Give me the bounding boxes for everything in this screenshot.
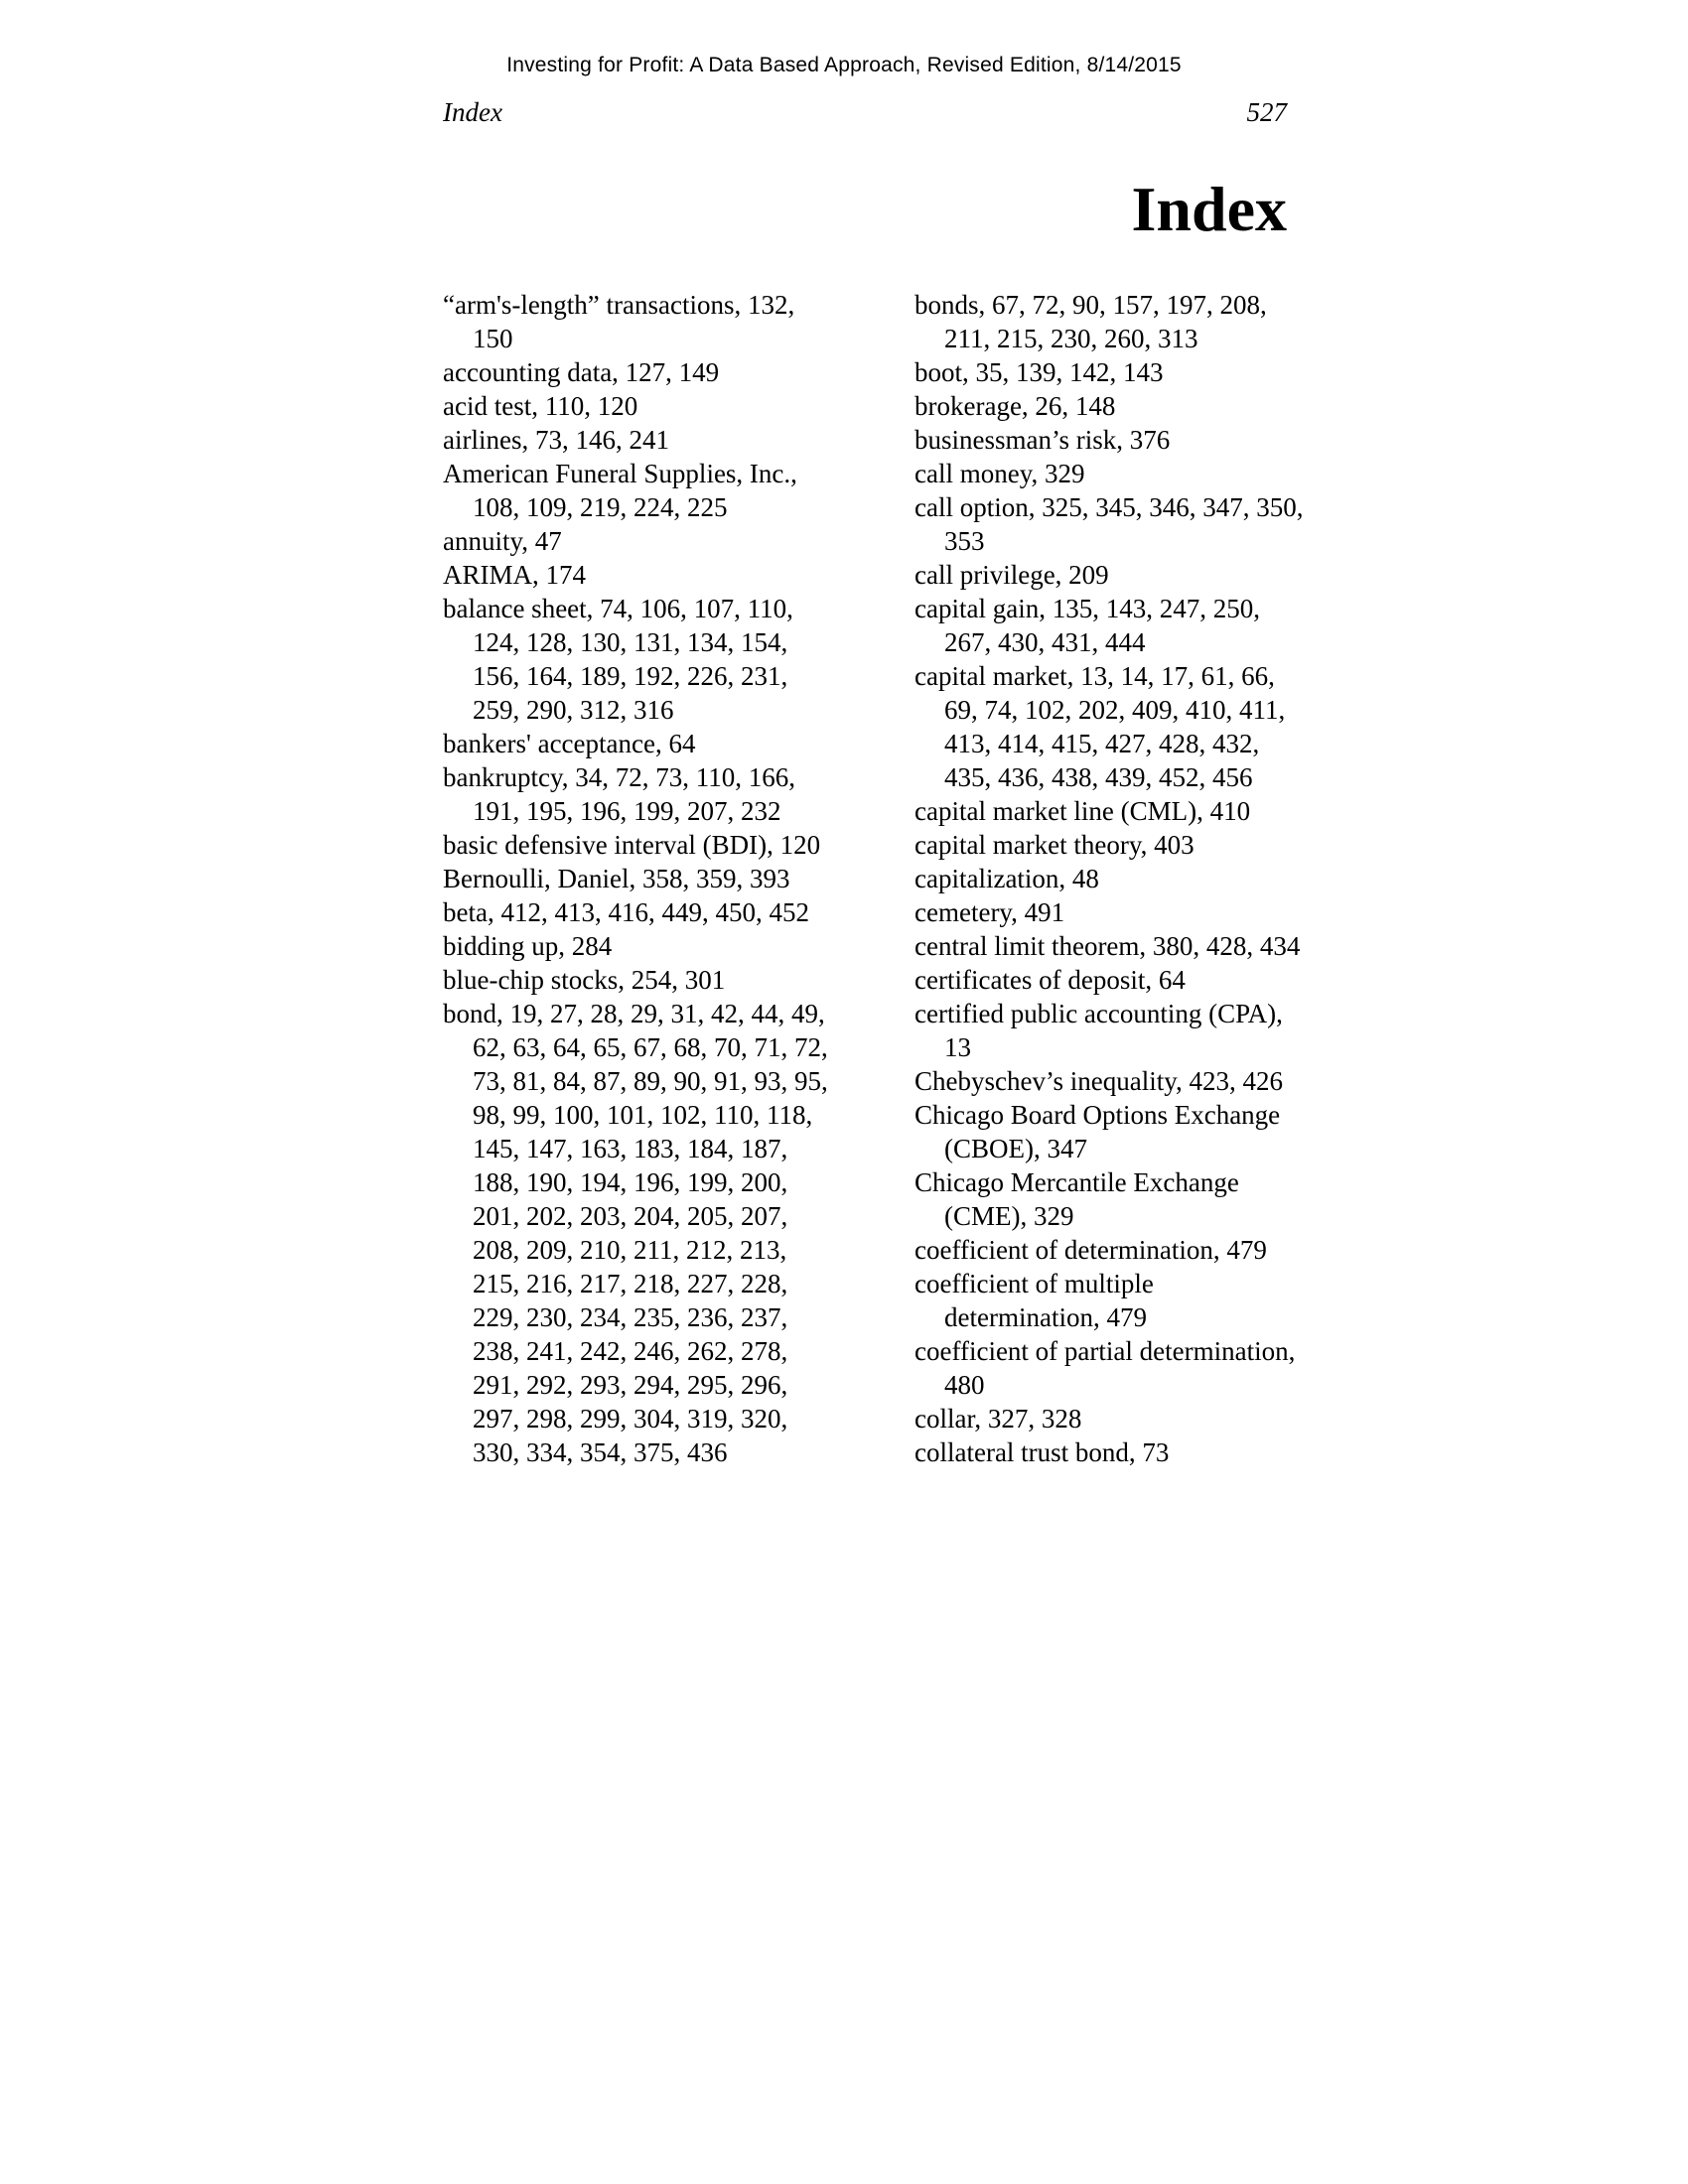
index-entry: beta, 412, 413, 416, 449, 450, 452: [443, 897, 809, 927]
page-title: Index: [1131, 174, 1287, 244]
index-entry: capital market line (CML), 410: [914, 796, 1251, 826]
index-entry: coefficient of partial determination, 480: [914, 1336, 1296, 1400]
page-number: 527: [1246, 97, 1287, 127]
index-entry: annuity, 47: [443, 526, 562, 556]
index-entry: acid test, 110, 120: [443, 391, 638, 421]
index-entry: bankers' acceptance, 64: [443, 729, 696, 758]
index-entry: basic defensive interval (BDI), 120: [443, 830, 821, 860]
index-entry: certified public accounting (CPA), 13: [914, 999, 1283, 1062]
index-entry: coefficient of determination, 479: [914, 1235, 1267, 1265]
running-head: [443, 97, 1287, 137]
index-column-left: [443, 288, 840, 1469]
index-entry: cemetery, 491: [914, 897, 1065, 927]
index-entry: bond, 19, 27, 28, 29, 31, 42, 44, 49, 62, 63, 64, 65, 67, 68, 70, 71, 72, 73, 81, 84, 87, 89, 90, 91, 93, 95, 98, 99, 100, 101, 102, 110, 118, 145, 147, 163, 183, 184, 187, 188, 190, 194, 196, 199, 200, 201, 202, 203, 204, 205, 207, 208, 209, 210, 211, 212, 213, 215, 216, 217, 218, 227, 228, 229, 230, 234, 235, 236, 237, 238, 241, 242, 246, 262, 278, 291, 292, 293, 294, 295, 296, 297, 298, 299, 304, 319, 320, 330, 334, 354, 375, 436: [443, 999, 828, 1467]
index-entry: blue-chip stocks, 254, 301: [443, 965, 726, 995]
index-entry: Chicago Board Options Exchange (CBOE), 347: [914, 1100, 1281, 1163]
index-entry: capital market, 13, 14, 17, 61, 66, 69, 74, 102, 202, 409, 410, 411, 413, 414, 415, 427, 428, 432, 435, 436, 438, 439, 452, 456: [914, 661, 1286, 792]
index-entry: collateral trust bond, 73: [914, 1437, 1170, 1467]
index-entry: certificates of deposit, 64: [914, 965, 1186, 995]
index-entry: businessman’s risk, 376: [914, 425, 1171, 455]
index-entry: brokerage, 26, 148: [914, 391, 1116, 421]
index-entry: Chicago Mercantile Exchange (CME), 329: [914, 1167, 1239, 1231]
index-entry: capital market theory, 403: [914, 830, 1195, 860]
index-entry: capitalization, 48: [914, 864, 1099, 893]
index-entry: call money, 329: [914, 459, 1085, 488]
index-entry: bankruptcy, 34, 72, 73, 110, 166, 191, 195, 196, 199, 207, 232: [443, 762, 795, 826]
index-entry: balance sheet, 74, 106, 107, 110, 124, 128, 130, 131, 134, 154, 156, 164, 189, 192, 226, 231, 259, 290, 312, 316: [443, 594, 793, 725]
index-entry: call option, 325, 345, 346, 347, 350, 353: [914, 492, 1304, 556]
index-entry: capital gain, 135, 143, 247, 250, 267, 430, 431, 444: [914, 594, 1260, 657]
index-entry: airlines, 73, 146, 241: [443, 425, 669, 455]
index-entry: ARIMA, 174: [443, 560, 587, 590]
index-entry: “arm's-length” transactions, 132, 150: [443, 290, 795, 353]
index-entry: collar, 327, 328: [914, 1404, 1082, 1433]
index-entry: boot, 35, 139, 142, 143: [914, 357, 1164, 387]
running-head-section: Index: [443, 97, 502, 127]
index-entry: bonds, 67, 72, 90, 157, 197, 208, 211, 215, 230, 260, 313: [914, 290, 1267, 353]
index-entry: Chebyschev’s inequality, 423, 426: [914, 1066, 1283, 1096]
index-column-right: [914, 288, 1312, 1469]
index-entry: Bernoulli, Daniel, 358, 359, 393: [443, 864, 790, 893]
index-entry: call privilege, 209: [914, 560, 1109, 590]
index-entry: American Funeral Supplies, Inc., 108, 109, 219, 224, 225: [443, 459, 797, 522]
index-entry: coefficient of multiple determination, 479: [914, 1269, 1154, 1332]
document-header: Investing for Profit: A Data Based Approach, Revised Edition, 8/14/2015: [506, 54, 1182, 76]
index-entry: bidding up, 284: [443, 931, 613, 961]
index-entry: central limit theorem, 380, 428, 434: [914, 931, 1301, 961]
index-entry: accounting data, 127, 149: [443, 357, 720, 387]
